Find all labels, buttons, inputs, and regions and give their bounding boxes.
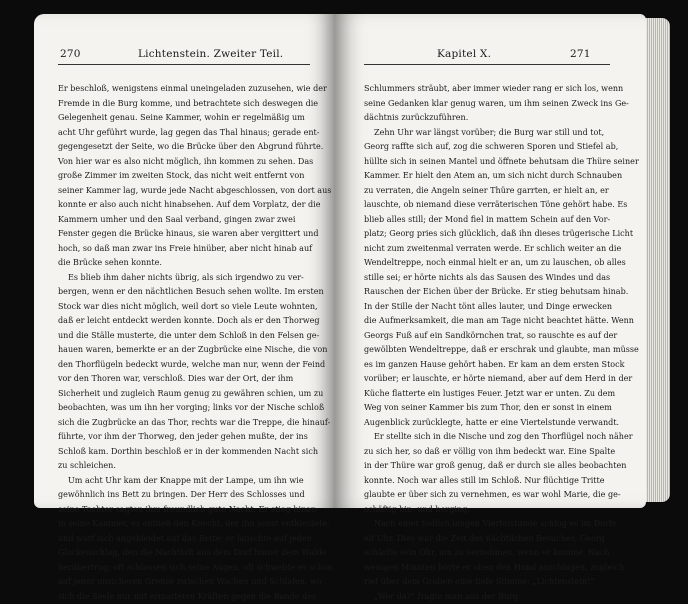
text-line: stille sei; er hörte nichts als das Sausen des Windes und das bbox=[364, 271, 610, 286]
text-line: konnte. Noch war alles still im Schloß. Nur flüchtige Tritte bbox=[364, 474, 610, 489]
text-line: seine Tochter sagten ihm freundlich gute Nacht. Er stieg hinan bbox=[58, 503, 310, 518]
text-line: blieb alles still; der Mond fiel in mattem Schein auf den Vor- bbox=[364, 213, 610, 228]
text-line: den Thorflügeln bedeckt wurde, welche man nur, wenn der Feind bbox=[58, 358, 310, 373]
text-line: Rauschen der Eichen über der Brücke. Er stieg behutsam hinab. bbox=[364, 285, 610, 300]
text-line: lauschte, ob niemand diese verräterischen Töne gehört habe. Es bbox=[364, 198, 610, 213]
page-number: 271 bbox=[570, 48, 591, 60]
text-line: herübertrug; oft schlossen sich seine Augen, oft schwebte er schon bbox=[58, 561, 310, 576]
text-line: große Zimmer im zweiten Stock, das nicht weit entfernt von bbox=[58, 169, 310, 184]
text-line: führte, vor ihm der Thorweg, den jeder gehen mußte, der ins bbox=[58, 430, 310, 445]
text-line: vor den Thoren war, verschloß. Dies war der Ort, der ihm bbox=[58, 372, 310, 387]
text-line: glaubte er über sich zu vernehmen, es war wohl Marie, die ge- bbox=[364, 488, 610, 503]
text-line: dächtnis zurückzuführen. bbox=[364, 111, 610, 126]
text-line: Weg von seiner Kammer bis zum Thor, den er sonst in einem bbox=[364, 401, 610, 416]
text-line: daß er leicht entdeckt werden konnte. Doch als er den Thorweg bbox=[58, 314, 310, 329]
text-line: Um acht Uhr kam der Knappe mit der Lampe, um ihn wie bbox=[58, 474, 310, 489]
text-line: „Wer da?“ fragte man aus der Burg. bbox=[364, 590, 610, 604]
text-line: Er stellte sich in die Nische und zog den Thorflügel noch näher bbox=[364, 430, 610, 445]
text-line: beobachten, was um ihn her vorging; links vor der Nische schloß bbox=[58, 401, 310, 416]
book-page-edges bbox=[644, 18, 670, 502]
text-line: in seine Kammer, es entließ den Knecht, der ihn sonst entkleidete, bbox=[58, 517, 310, 532]
header-rule bbox=[58, 64, 310, 65]
page-body-text bbox=[364, 82, 610, 604]
text-line: Sicherheit und zugleich Raum genug zu gewähren schien, um zu bbox=[58, 387, 310, 402]
text-line: Georgs Fuß auf ein Sandkörnchen trat, so rauschte es auf der bbox=[364, 329, 610, 344]
text-line: auf jener unsicheren Grenze zwischen Wachen und Schlafen, wo bbox=[58, 575, 310, 590]
text-line: hoch, so daß man zwar ins Freie hinüber, aber nicht hinab auf bbox=[58, 242, 310, 257]
text-line: gewölbten Wendeltreppe, daß er erschrak und glaubte, man müsse bbox=[364, 343, 610, 358]
text-line: in der Thüre war groß genug, daß er durch sie alles beobachten bbox=[364, 459, 610, 474]
text-line: zu sich her, so daß er völlig von ihm bedeckt war. Eine Spalte bbox=[364, 445, 610, 460]
text-line: Glockenschlag, den die Nachtluft aus dem Dorf hinter dem Walde bbox=[58, 546, 310, 561]
text-line: Stock war dies nicht möglich, weil dort so viele Leute wohnten, bbox=[58, 300, 310, 315]
text-line: nicht zum zweitenmal verraten werde. Er schlich weiter an die bbox=[364, 242, 610, 257]
text-line: Wendeltreppe, noch einmal hielt er an, um zu lauschen, ob alles bbox=[364, 256, 610, 271]
text-line: und die Ställe musterte, die unter dem Schloß in den Felsen ge- bbox=[58, 329, 310, 344]
text-line: Es blieb ihm daher nichts übrig, als sich irgendwo zu ver- bbox=[58, 271, 310, 286]
text-line: In der Stille der Nacht tönt alles lauter, und Dinge erwecken bbox=[364, 300, 610, 315]
text-line: Kammer. Er hielt den Atem an, um sich nicht durch Schnauben bbox=[364, 169, 610, 184]
text-line: seine Gedanken klar genug waren, um ihm seinen Zweck ins Ge- bbox=[364, 97, 610, 112]
text-line: konnte er also auch nicht hinabsehen. Auf dem Vorplatz, der die bbox=[58, 198, 310, 213]
text-line: und warf sich angekleidet auf das Bette; er lauschte auf jeden bbox=[58, 532, 310, 547]
text-line: Küche flatterte ein lustiges Feuer. Jetzt war er unten. Zu dem bbox=[364, 387, 610, 402]
text-line: Schlummers sträubt, aber immer wieder rang er sich los, wenn bbox=[364, 82, 610, 97]
text-line: sich die Seele nur mit ermatteten Kräften gegen die Bande des bbox=[58, 590, 310, 604]
text-line: seiner Kammer lag, wurde jede Nacht abgeschlossen, von dort aus bbox=[58, 184, 310, 199]
page-number: 270 bbox=[60, 48, 81, 60]
text-line: schäftig hin- und herging. bbox=[364, 503, 610, 518]
text-line: die Brücke sehen konnte. bbox=[58, 256, 310, 271]
text-line: zu verraten, die Angeln seiner Thüre garrten, er hielt an, er bbox=[364, 184, 610, 199]
text-line: Zehn Uhr war längst vorüber; die Burg war still und tot, bbox=[364, 126, 610, 141]
text-line: platz; Georg pries sich glücklich, daß ihn dieses trügerische Licht bbox=[364, 227, 610, 242]
text-line: wenigen Minuten hörte er oben den Hund anschlagen, zugleich bbox=[364, 561, 610, 576]
text-line: Schloß kam. Dorthin beschloß er in der kommenden Nacht sich bbox=[58, 445, 310, 460]
text-line: Er beschloß, wenigstens einmal uneingeladen zuzusehen, wie der bbox=[58, 82, 310, 97]
text-line: hüllte sich in seinen Mantel und öffnete behutsam die Thüre seiner bbox=[364, 155, 610, 170]
text-line: vorüber; er lauschte, er hörte niemand, aber auf dem Herd in der bbox=[364, 372, 610, 387]
left-page bbox=[34, 14, 334, 508]
text-line: gegengesetzt der Seite, wo die Brücke über den Abgrund führte. bbox=[58, 140, 310, 155]
text-line: sich die Zugbrücke an das Thor, rechts war die Treppe, die hinauf- bbox=[58, 416, 310, 431]
header-rule bbox=[364, 64, 610, 65]
text-line: Augenblick zurücklegte, hatte er eine Viertelstunde verwandt. bbox=[364, 416, 610, 431]
text-line: Georg raffte sich auf, zog die schweren Sporen und Stiefel ab, bbox=[364, 140, 610, 155]
text-line: Kammern umher und den Saal verband, gingen zwar zwei bbox=[58, 213, 310, 228]
running-head: Lichtenstein. Zweiter Teil. bbox=[138, 48, 283, 60]
text-line: gewöhnlich ins Bett zu bringen. Der Herr des Schlosses und bbox=[58, 488, 310, 503]
text-line: Fremde in die Burg komme, und betrachtete sich deswegen die bbox=[58, 97, 310, 112]
text-line: elf Uhr. Dies war die Zeit des nächtlichen Besuches; Georg bbox=[364, 532, 610, 547]
running-head: Kapitel X. bbox=[437, 48, 491, 60]
text-line: Fenster gegen die Brücke hinaus, sie waren aber vergittert und bbox=[58, 227, 310, 242]
text-line: hauen waren, bemerkte er an der Zugbrücke eine Nische, die von bbox=[58, 343, 310, 358]
page-body-text bbox=[58, 82, 310, 604]
text-line: Gelegenheit genau. Seine Kammer, wohin er regelmäßig um bbox=[58, 111, 310, 126]
text-line: die Aufmerksamkeit, die man am Tage nicht beachtet hätte. Wenn bbox=[364, 314, 610, 329]
text-line: Von hier war es also nicht möglich, ihn kommen zu sehen. Das bbox=[58, 155, 310, 170]
text-line: Nach einer tödlich langen Viertelstunde schlug es im Dorfe bbox=[364, 517, 610, 532]
text-line: zu schleichen. bbox=[58, 459, 310, 474]
text-line: schärfte sein Ohr, um zu vernehmen, wenn er komme. Nach bbox=[364, 546, 610, 561]
right-page bbox=[334, 14, 646, 508]
text-line: acht Uhr geführt wurde, lag gegen das Thal hinaus; gerade ent- bbox=[58, 126, 310, 141]
text-line: bergen, wenn er den nächtlichen Besuch sehen wollte. Im ersten bbox=[58, 285, 310, 300]
text-line: es im ganzen Hause gehört haben. Er kam an dem ersten Stock bbox=[364, 358, 610, 373]
text-line: rief über dem Graben eine tiefe Stimme: „Lichtenstein!“ bbox=[364, 575, 610, 590]
